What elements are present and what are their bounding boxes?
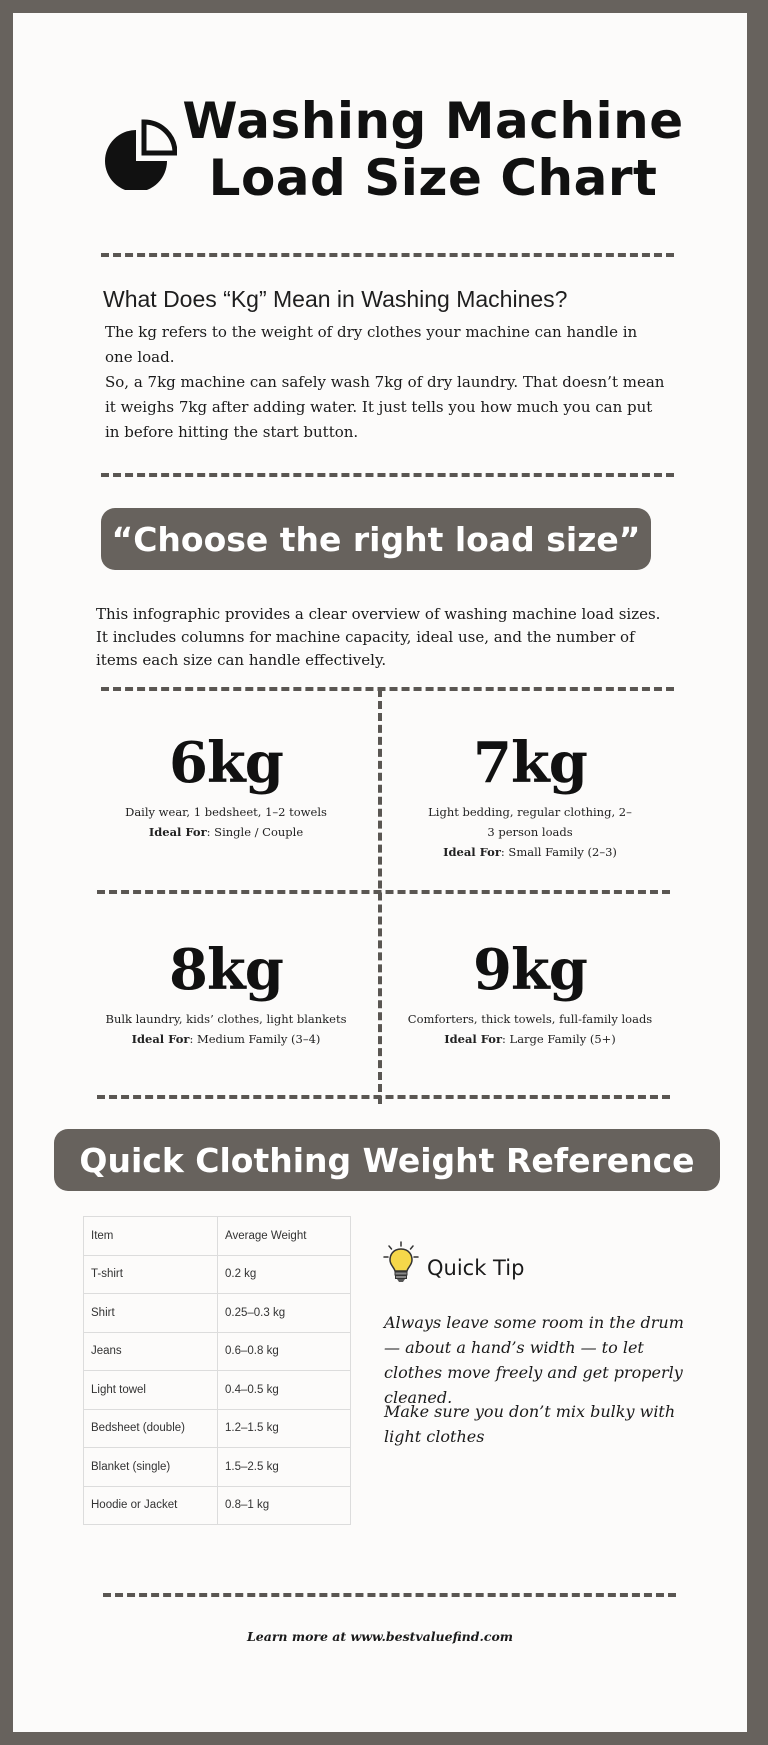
table-row bbox=[84, 1294, 351, 1333]
item-cell: Shirt bbox=[84, 1294, 218, 1333]
ideal-for-line bbox=[385, 842, 675, 862]
grid-divider-top bbox=[101, 687, 674, 691]
ideal-for-line bbox=[76, 822, 376, 842]
ideal-for-line bbox=[76, 1029, 376, 1049]
column-header-weight: Average Weight bbox=[218, 1217, 351, 1256]
ideal-for-label: Ideal For bbox=[444, 1032, 503, 1046]
quick-tip-title: Quick Tip bbox=[427, 1256, 525, 1280]
capacity-description: Bulk laundry, kids’ clothes, light blankets bbox=[105, 1012, 347, 1026]
ideal-for-label: Ideal For bbox=[131, 1032, 190, 1046]
ideal-for-value: : Small Family (2–3) bbox=[500, 845, 617, 859]
table-row bbox=[84, 1486, 351, 1525]
size-card-8kg bbox=[76, 939, 376, 1049]
weight-cell: 0.8–1 kg bbox=[218, 1486, 351, 1525]
weight-cell: 0.6–0.8 kg bbox=[218, 1332, 351, 1371]
capacity-value: 6kg bbox=[169, 730, 283, 796]
table-row bbox=[84, 1255, 351, 1294]
weight-reference-banner: Quick Clothing Weight Reference bbox=[54, 1129, 720, 1191]
divider bbox=[103, 1593, 676, 1597]
item-cell: Blanket (single) bbox=[84, 1448, 218, 1487]
column-header-item: Item bbox=[84, 1217, 218, 1256]
kg-paragraph-1: The kg refers to the weight of dry clothes your machine can handle in one load. bbox=[105, 323, 638, 366]
grid-divider-bottom bbox=[97, 1095, 670, 1099]
table-row bbox=[84, 1409, 351, 1448]
choose-load-size-banner: “Choose the right load size” bbox=[101, 508, 651, 570]
item-cell: Light towel bbox=[84, 1371, 218, 1410]
ideal-for-value: : Single / Couple bbox=[206, 825, 304, 839]
item-cell: Hoodie or Jacket bbox=[84, 1486, 218, 1525]
capacity-description: Comforters, thick towels, full-family loads bbox=[407, 1012, 653, 1026]
table-header-row bbox=[84, 1217, 351, 1256]
table-row bbox=[84, 1332, 351, 1371]
weight-cell: 1.2–1.5 kg bbox=[218, 1409, 351, 1448]
infographic-page bbox=[13, 13, 747, 1732]
ideal-for-line bbox=[380, 1029, 680, 1049]
weight-cell: 1.5–2.5 kg bbox=[218, 1448, 351, 1487]
divider bbox=[101, 253, 674, 257]
item-cell: T-shirt bbox=[84, 1255, 218, 1294]
page-title bbox=[173, 93, 693, 207]
capacity-value: 7kg bbox=[473, 730, 587, 796]
grid-divider-middle bbox=[97, 890, 670, 894]
table-row bbox=[84, 1371, 351, 1410]
weight-cell: 0.2 kg bbox=[218, 1255, 351, 1294]
quick-tip-text-2: Make sure you don’t mix bulky with light clothes bbox=[384, 1402, 676, 1446]
capacity-description: Light bedding, regular clothing, 2–3 person loads bbox=[428, 805, 632, 839]
size-card-6kg bbox=[76, 732, 376, 842]
capacity-description: Daily wear, 1 bedsheet, 1–2 towels bbox=[125, 805, 327, 819]
weight-reference-table bbox=[83, 1216, 351, 1525]
size-card-9kg bbox=[380, 939, 680, 1049]
ideal-for-value: : Medium Family (3–4) bbox=[189, 1032, 321, 1046]
size-card-7kg bbox=[385, 732, 675, 862]
weight-cell: 0.4–0.5 kg bbox=[218, 1371, 351, 1410]
kg-paragraph-2: So, a 7kg machine can safely wash 7kg of dry laundry. That doesn’t mean it weighs 7kg after adding water. It just tells you how much you can put in before hitting the start button. bbox=[105, 373, 665, 441]
lightbulb-icon bbox=[382, 1240, 420, 1286]
pie-chart-icon bbox=[103, 116, 177, 190]
title-line-1: Washing Machine bbox=[182, 92, 684, 150]
table-row bbox=[84, 1448, 351, 1487]
kg-section-heading: What Does “Kg” Mean in Washing Machines? bbox=[103, 286, 568, 312]
intro-paragraph: This infographic provides a clear overview of washing machine load sizes. It includes columns for machine capacity, ideal use, and the number of items each size can handle effectively. bbox=[96, 605, 661, 669]
ideal-for-label: Ideal For bbox=[148, 825, 207, 839]
ideal-for-value: : Large Family (5+) bbox=[502, 1032, 616, 1046]
title-line-2: Load Size Chart bbox=[208, 149, 658, 207]
footer-link-text: Learn more at www.bestvaluefind.com bbox=[246, 1629, 514, 1644]
quick-tip-text-1: Always leave some room in the drum — about a hand’s width — to let clothes move freely and get properly cleaned. bbox=[384, 1313, 684, 1407]
capacity-value: 9kg bbox=[473, 937, 587, 1003]
divider bbox=[101, 473, 674, 477]
item-cell: Bedsheet (double) bbox=[84, 1409, 218, 1448]
item-cell: Jeans bbox=[84, 1332, 218, 1371]
weight-cell: 0.25–0.3 kg bbox=[218, 1294, 351, 1333]
ideal-for-label: Ideal For bbox=[443, 845, 501, 859]
capacity-value: 8kg bbox=[169, 937, 283, 1003]
